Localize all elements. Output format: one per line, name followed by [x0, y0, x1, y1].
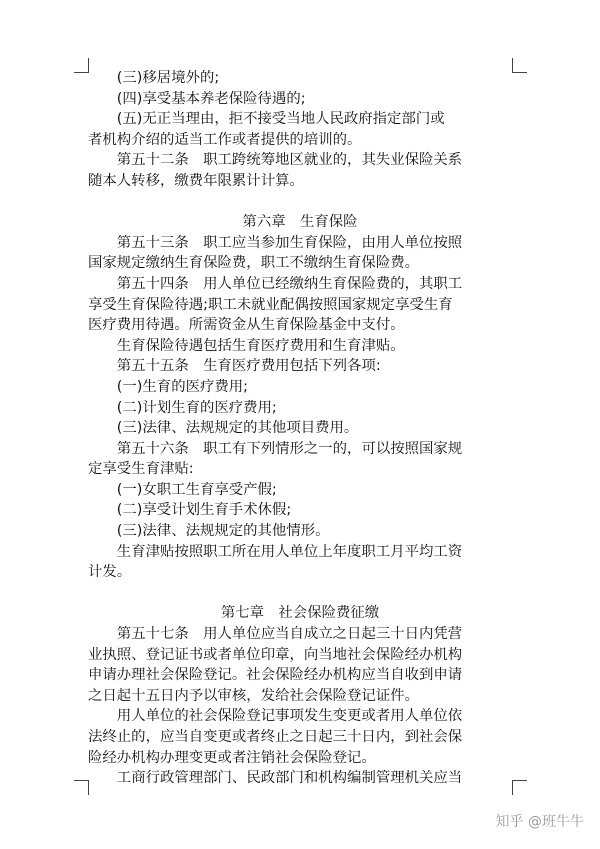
text-line: (五)无正当理由，拒不接受当地人民政府指定部门或: [116, 111, 445, 128]
text-line: (二)计划生育的医疗费用;: [116, 399, 277, 416]
text-line: (三)法律、法规规定的其他情形。: [116, 523, 330, 540]
text-line: 医疗费用待遇。所需资金从生育保险基金中支付。: [88, 317, 405, 334]
text-line: 申请办理社会保险登记。社会保险经办机构应当自收到申请: [88, 667, 463, 684]
text-line: 定享受生育津贴:: [88, 461, 194, 478]
text-line: 业执照、登记证书或者单位印章，向当地社会保险经办机构: [88, 646, 463, 663]
text-line: (二)享受计划生育手术休假;: [116, 502, 292, 519]
text-line: 第五十五条 生育医疗费用包括下列各项:: [116, 358, 381, 375]
crop-mark-bottom-left: [74, 780, 89, 795]
text-line: 第五十七条 用人单位应当自成立之日起三十日内凭营: [116, 626, 463, 643]
text-line: 第五十二条 职工跨统筹地区就业的，其失业保险关系: [116, 152, 463, 169]
text-line: 工商行政管理部门、民政部门和机构编制管理机关应当: [116, 770, 463, 787]
text-line: 用人单位的社会保险登记事项发生变更或者用人单位依: [116, 708, 463, 725]
text-line: 险经办机构办理变更或者注销社会保险登记。: [88, 749, 376, 766]
crop-mark-top-left: [74, 58, 89, 73]
crop-mark-top-right: [512, 58, 527, 73]
text-line: 国家规定缴纳生育保险费，职工不缴纳生育保险费。: [88, 255, 419, 272]
blank-line: [88, 192, 512, 213]
document-body: [88, 68, 512, 789]
text-line: 第五十四条 用人单位已经缴纳生育保险费的，其职工: [116, 275, 463, 292]
text-line: 之日起十五日内予以审核，发给社会保险登记证件。: [88, 687, 419, 704]
text-line: 生育津贴按照职工所在用人单位上年度职工月平均工资: [116, 543, 463, 560]
text-line: 者机构介绍的适当工作或者提供的培训的。: [88, 131, 362, 148]
text-line: 第五十三条 职工应当参加生育保险，由用人单位按照: [116, 234, 463, 251]
text-line: 计发。: [88, 564, 132, 581]
text-line: (四)享受基本养老保险待遇的;: [116, 90, 306, 107]
chapter-heading: 第六章 生育保险: [242, 214, 358, 231]
crop-mark-bottom-right: [512, 780, 527, 795]
text-line: 法终止的，应当自变更或者终止之日起三十日内，到社会保: [88, 729, 463, 745]
text-line: 享受生育保险待遇;职工未就业配偶按照国家规定享受生育: [88, 296, 453, 313]
blank-line: [88, 583, 512, 604]
text-line: (三)移居境外的;: [116, 70, 220, 86]
text-line: 生育保险待遇包括生育医疗费用和生育津贴。: [116, 337, 405, 354]
text-line: 第五十六条 职工有下列情形之一的，可以按照国家规: [116, 440, 463, 457]
watermark: 知乎 @班牛牛: [495, 814, 584, 830]
text-line: (一)女职工生育享受产假;: [116, 481, 277, 498]
text-line: (三)法律、法规规定的其他项目费用。: [116, 420, 359, 437]
text-line: 随本人转移，缴费年限累计计算。: [88, 172, 304, 189]
chapter-heading: 第七章 社会保险费征缴: [220, 605, 380, 622]
text-line: (一)生育的医疗费用;: [116, 378, 248, 395]
